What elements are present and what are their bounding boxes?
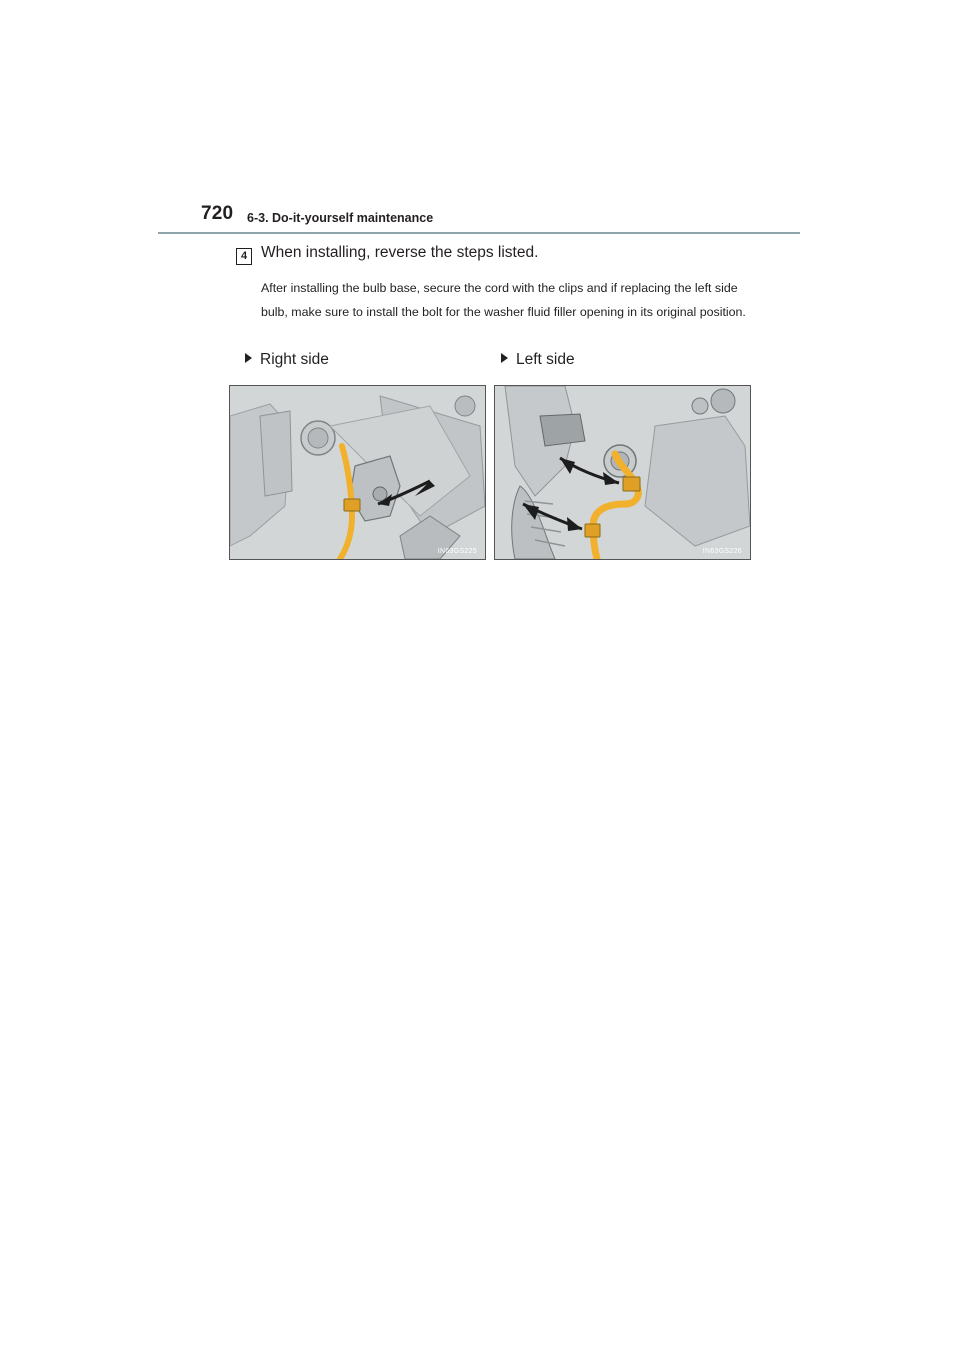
figure-left (494, 385, 751, 560)
figure-code-right: IN63GS225 (437, 548, 477, 555)
page-number: 720 (201, 203, 234, 224)
header-rule (158, 232, 800, 234)
engine-bay-illustration-right (230, 386, 485, 559)
figure-code-left: IN63GS226 (702, 548, 742, 555)
triangle-bullet-icon (501, 353, 508, 363)
label-left-side (501, 351, 575, 369)
label-right-side (245, 351, 329, 369)
step-text: When installing, reverse the steps listed. (261, 244, 539, 261)
step-badge: 4 (236, 248, 252, 265)
section-title: 6-3. Do-it-yourself maintenance (247, 211, 434, 225)
figure-right (229, 385, 486, 560)
label-right-text: Right side (260, 351, 329, 368)
step-note: After installing the bulb base, secure the cord with the clips and if replacing the left side bulb, make sure to install the bolt for the washer fluid filler opening in its original position. (261, 281, 746, 319)
engine-bay-illustration-left (495, 386, 750, 559)
label-left-text: Left side (516, 351, 575, 368)
triangle-bullet-icon (245, 353, 252, 363)
